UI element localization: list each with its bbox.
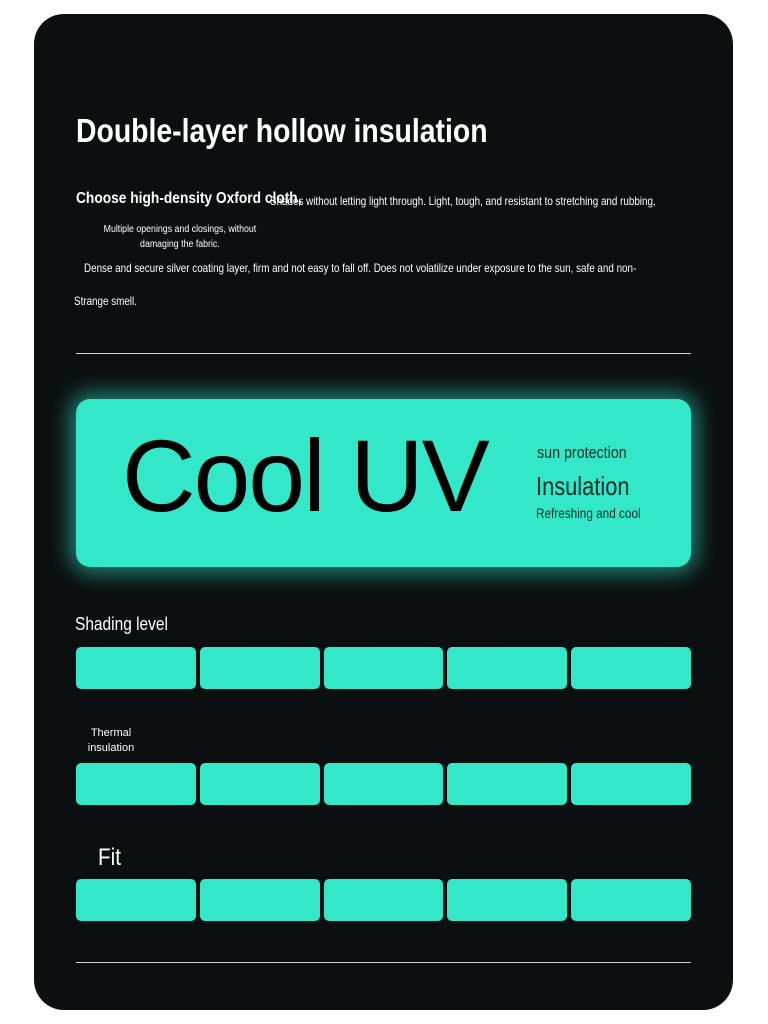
banner-sun-protection: sun protection xyxy=(537,443,627,462)
rating-bar-thermal xyxy=(76,763,691,805)
rating-segment xyxy=(76,879,196,921)
product-feature-card xyxy=(34,14,733,1010)
rating-segment xyxy=(200,763,320,805)
page-title: Double-layer hollow insulation xyxy=(76,112,488,149)
cool-uv-banner xyxy=(76,399,691,567)
rating-segment xyxy=(324,879,444,921)
description-line-2: Dense and secure silver coating layer, firm and not easy to fall off. Does not volatilize under exposure to the sun, safe and non- xyxy=(84,261,637,275)
rating-segment xyxy=(447,647,567,689)
rating-segment xyxy=(200,879,320,921)
rating-segment xyxy=(76,763,196,805)
description-line-1: Shades without letting light through. Light, tough, and resistant to stretching and rubbing, xyxy=(270,194,656,208)
divider-top xyxy=(76,353,691,354)
rating-bar-shading xyxy=(76,647,691,689)
banner-refreshing: Refreshing and cool xyxy=(536,505,641,521)
rating-segment xyxy=(76,647,196,689)
banner-headline: Cool UV xyxy=(122,419,488,533)
banner-insulation: Insulation xyxy=(536,471,630,501)
rating-bar-fit xyxy=(76,879,691,921)
rating-label-shading: Shading level xyxy=(75,614,168,634)
rating-segment xyxy=(571,879,691,921)
description-lead: Choose high-density Oxford cloth, xyxy=(76,190,302,207)
rating-segment xyxy=(324,647,444,689)
rating-segment xyxy=(571,763,691,805)
rating-segment xyxy=(200,647,320,689)
rating-segment xyxy=(571,647,691,689)
rating-segment xyxy=(447,879,567,921)
rating-segment xyxy=(324,763,444,805)
description-line-3: Strange smell. xyxy=(74,294,137,308)
divider-bottom xyxy=(76,962,691,963)
rating-segment xyxy=(447,763,567,805)
rating-label-fit: Fit xyxy=(98,844,121,871)
rating-label-thermal: Thermal insulation xyxy=(87,727,135,754)
description-small-note: Multiple openings and closings, without damaging the fabric. xyxy=(103,224,257,250)
